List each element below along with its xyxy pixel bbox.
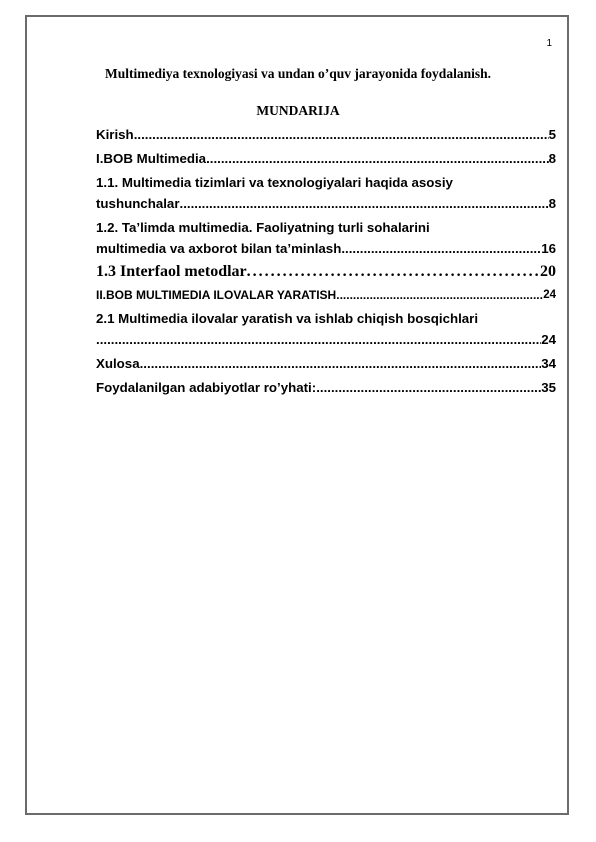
toc-entry-1-2[interactable] <box>96 217 556 259</box>
toc-entry-1-1[interactable] <box>96 172 556 214</box>
table-of-contents <box>96 124 556 401</box>
toc-entry-1-3[interactable] <box>96 262 556 282</box>
toc-entry-kirish[interactable] <box>96 124 556 145</box>
toc-entry-text: multimedia va axborot bilan ta’minlash <box>96 241 342 256</box>
toc-leader-dots <box>134 124 549 145</box>
toc-entry-text-line1: 1.2. Ta’limda multimedia. Faoliyatning turli sohalarini <box>96 220 430 235</box>
toc-leader-dots <box>180 193 549 214</box>
toc-page-number: 34 <box>541 356 556 371</box>
toc-leader-dots <box>140 353 542 374</box>
document-title: Multimediya texnologiyasi va undan o’quv jarayonida foydalanish. <box>105 66 491 81</box>
toc-leader-dots <box>247 262 540 282</box>
toc-entry-xulosa[interactable] <box>96 353 556 374</box>
toc-entry-text: Xulosa <box>96 356 140 371</box>
toc-entry-bob-2[interactable] <box>96 286 556 305</box>
toc-page-number: 35 <box>541 380 556 395</box>
page-number: 1 <box>546 38 552 49</box>
toc-entry-text: I.BOB Multimedia <box>96 151 207 166</box>
toc-entry-text: 1.3 Interfaol metodlar <box>96 263 247 280</box>
toc-page-number: 24 <box>543 289 556 301</box>
toc-leader-dots <box>336 286 543 305</box>
toc-page-number: 24 <box>541 332 556 347</box>
toc-entry-bob-1[interactable] <box>96 148 556 169</box>
toc-page-number: 5 <box>548 127 556 142</box>
toc-entry-text-line1: 2.1 Multimedia ilovalar yaratish va ishlab chiqish bosqichlari <box>96 311 479 326</box>
toc-leader-dots <box>96 329 541 350</box>
toc-leader-dots <box>206 148 549 169</box>
toc-entry-text: tushunchalar <box>96 196 180 211</box>
toc-leader-dots <box>341 238 541 259</box>
toc-page-number: 16 <box>541 241 556 256</box>
toc-page-number: 8 <box>548 196 556 211</box>
toc-leader-dots <box>316 377 541 398</box>
toc-entry-2-1[interactable] <box>96 308 556 350</box>
toc-heading: MUNDARIJA <box>256 103 340 118</box>
toc-entry-text: Kirish <box>96 127 134 142</box>
toc-entry-text-line1: 1.1. Multimedia tizimlari va texnologiyalari haqida asosiy <box>96 175 453 190</box>
toc-page-number: 20 <box>540 263 556 280</box>
toc-entry-text: II.BOB MULTIMEDIA ILOVALAR YARATISH <box>96 288 337 302</box>
toc-entry-text: Foydalanilgan adabiyotlar ro’yhati: <box>96 380 317 395</box>
toc-entry-adabiyotlar[interactable] <box>96 377 556 398</box>
toc-page-number: 8 <box>548 151 556 166</box>
